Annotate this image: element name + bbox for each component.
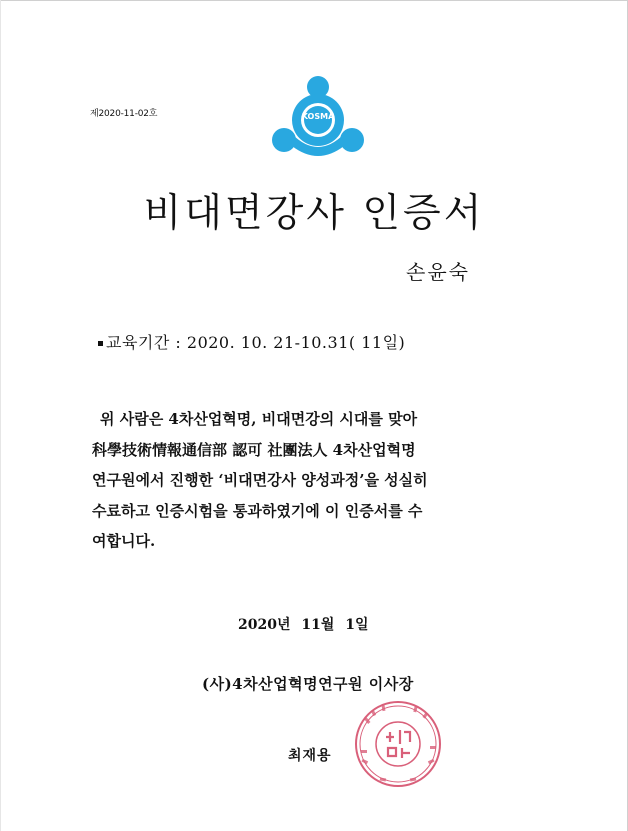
body-line: 연구원에서 진행한 ‘비대면강사 양성과정’을 성실히: [92, 471, 428, 489]
body-line: 수료하고 인증시험을 통과하였기에 이 인증서를 수: [92, 501, 423, 520]
education-period-text: 교육기간 : 2020. 10. 21-10.31( 11일): [106, 333, 406, 352]
certificate-body: [92, 408, 552, 561]
body-line: 科學技術情報通信部 認可 社團法人 4차산업혁명: [92, 440, 416, 459]
certificate-number: 제2020-11-02호: [90, 109, 158, 119]
page-border-left: [0, 0, 1, 831]
certificate-title: 비대면강사 인증서: [143, 191, 485, 236]
issue-date: 2020년 11월 1일: [238, 617, 369, 633]
education-period: [98, 330, 405, 353]
body-line: 위 사람은 4차산업혁명, 비대면강의 시대를 맞아: [100, 410, 418, 428]
signer-name: 최재용: [288, 748, 332, 764]
recipient-name: 손윤숙: [406, 260, 470, 284]
body-line: 여합니다.: [92, 532, 156, 550]
logo-text: KOSMA: [301, 112, 335, 121]
organization-name: (사)4차산업혁명연구원 이사장: [202, 675, 414, 693]
page-border-top: [0, 0, 628, 1]
kosma-logo-icon: [270, 74, 366, 158]
official-seal-icon: [352, 698, 444, 790]
bullet-icon: [98, 341, 103, 346]
